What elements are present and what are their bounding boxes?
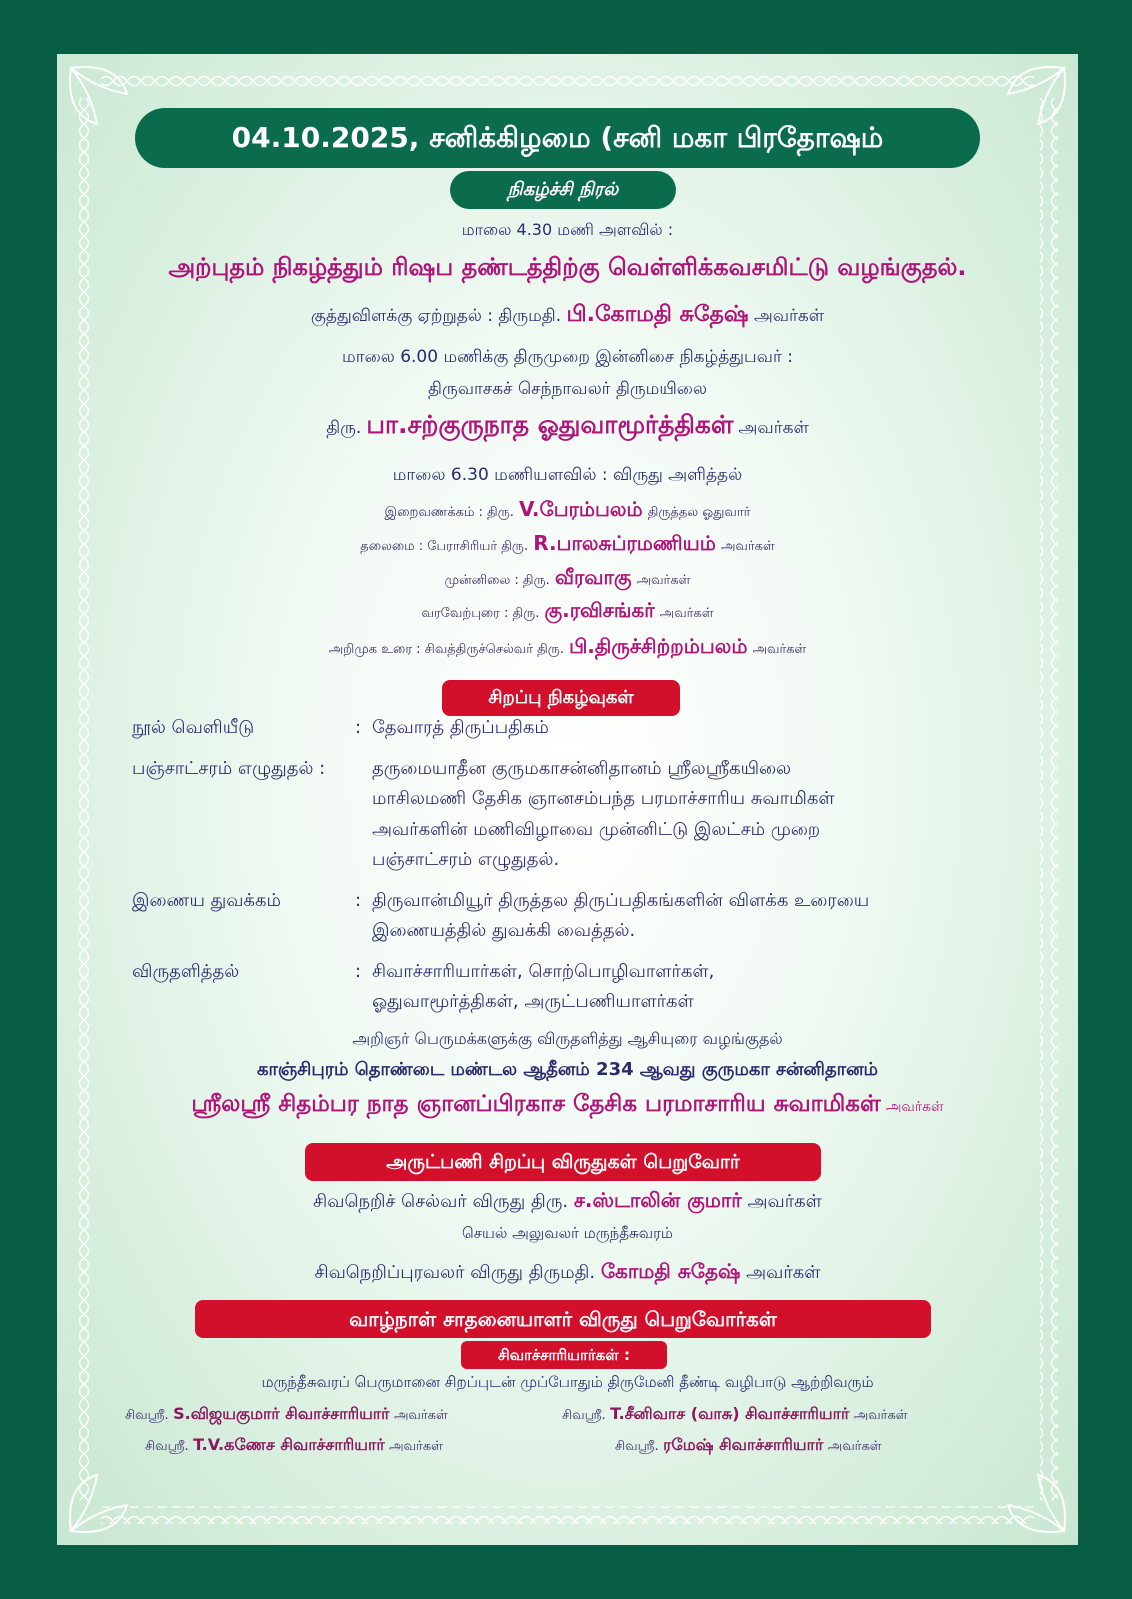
row-name: பி.திருச்சிற்றம்பலம் [569, 634, 748, 658]
row-suffix: அவர்கள் [752, 642, 807, 657]
row-name: கு.ரவிசங்கர் [544, 598, 655, 622]
item-label: நூல் வெளியீடு [132, 717, 255, 738]
award1-line [57, 1188, 1078, 1215]
lamp-prefix: குத்துவிளக்கு ஏற்றுதல் : திருமதி. [310, 306, 562, 326]
session1-time: மாலை 4.30 மணி அளவில் : [461, 220, 674, 239]
lamp-lighting-line [57, 302, 1078, 330]
lifetime-intro: மருந்தீசுவரப் பெருமானை சிறப்புடன் முப்போதும் திருமேனி தீண்டி வழிபாடு ஆற்றிவரும் [261, 1373, 874, 1391]
row-name: வீரவாகு [554, 565, 632, 589]
row-prefix: தலைமை : பேராசிரியர் திரு. [360, 539, 529, 554]
blessing-line2: காஞ்சிபுரம் தொண்டை மண்டல ஆதீனம் 234 ஆவது குருமகா சன்னிதானம் [256, 1059, 879, 1080]
priest-suffix: அவர்கள் [853, 1408, 908, 1423]
lifetime-label: வாழ்நாள் சாதனையாளர் விருது பெறுவோர்கள் [349, 1307, 777, 1331]
priest-entry [145, 1435, 443, 1456]
blessing-name-line [57, 1091, 1078, 1120]
item-line: பஞ்சாட்சரம் எழுதுதல். [372, 849, 560, 870]
session3-row [57, 598, 1078, 625]
priest-suffix: அவர்கள் [827, 1439, 882, 1454]
item-colon: : [355, 961, 362, 982]
award2-line [57, 1259, 1078, 1286]
performer-prefix: திரு. [326, 418, 362, 438]
blessing-suffix: அவர்கள் [885, 1099, 944, 1115]
item-line: அவர்களின் மணிவிழாவை முன்னிட்டு இலட்சம் முறை [372, 819, 821, 840]
session3-row [57, 497, 1078, 524]
session2-performer [57, 410, 1078, 443]
award1-role: செயல் அலுவலர் மருந்தீசுவரம் [462, 1224, 673, 1242]
date-banner [135, 108, 980, 168]
award2-prefix: சிவநெறிப்புரவலர் விருது [314, 1262, 523, 1283]
special-events-badge [442, 680, 680, 716]
priest-suffix: அவர்கள் [393, 1408, 448, 1423]
blessing-line1: அறிஞர் பெருமக்களுக்கு விருதளித்து ஆசியுரை வழங்குதல் [352, 1029, 783, 1048]
priests-label: சிவாச்சாரியார்கள் : [497, 1346, 631, 1364]
session3-row [57, 531, 1078, 558]
item-label: விருதளித்தல் [132, 961, 240, 982]
priest-entry [615, 1435, 882, 1456]
item-label: இணைய துவக்கம் [132, 890, 281, 911]
row-suffix: அவர்கள் [720, 539, 775, 554]
award1-prefix: சிவநெறிச் செல்வர் விருது திரு. [313, 1191, 569, 1212]
award1-suffix: அவர்கள் [747, 1191, 822, 1212]
program-badge [450, 171, 676, 209]
row-name: V.பேரம்பலம் [519, 497, 643, 521]
item-line: தேவாரத் திருப்பதிகம் [372, 717, 549, 738]
priest-name: T.சீனிவாச (வாசு) சிவாச்சாரியார் [610, 1404, 850, 1423]
row-name: R.பாலசுப்ரமணியம் [533, 531, 716, 555]
session3-time: மாலை 6.30 மணியளவில் : விருது அளித்தல் [392, 465, 743, 485]
priest-name: ரமேஷ் சிவாச்சாரியார் [663, 1435, 824, 1454]
priests-badge [461, 1341, 667, 1369]
lifetime-badge [195, 1300, 931, 1338]
row-suffix: திருத்தல ஓதுவார் [647, 505, 751, 520]
priest-entry [562, 1404, 908, 1425]
award2-title: திருமதி. [528, 1262, 596, 1283]
blessing-name: ஸ்ரீலஸ்ரீ சிதம்பர நாத ஞானப்பிரகாச தேசிக பரமாசாரிய சுவாமிகள் [191, 1091, 881, 1117]
item-colon: : [355, 890, 362, 911]
row-prefix: வரவேற்புரை : திரு. [421, 606, 540, 621]
row-suffix: அவர்கள் [636, 573, 691, 588]
item-line: தருமையாதீன குருமகாசன்னிதானம் ஸ்ரீலஸ்ரீகயிலை [372, 758, 792, 779]
priest-name: S.விஜயகுமார் சிவாச்சாரியார் [173, 1404, 390, 1423]
item-line: இணையத்தில் துவக்கி வைத்தல். [372, 920, 636, 941]
invitation-card [57, 54, 1078, 1545]
award1-name: ச.ஸ்டாலின் குமார் [573, 1188, 742, 1212]
performer-suffix: அவர்கள் [738, 418, 809, 438]
priest-prefix: சிவஸ்ரீ. [145, 1439, 189, 1454]
item-line: ஓதுவாமூர்த்திகள், அருட்பணியாளர்கள் [372, 991, 694, 1012]
priest-prefix: சிவஸ்ரீ. [125, 1408, 169, 1423]
session2-line1: மாலை 6.00 மணிக்கு திருமுறை இன்னிசை நிகழ்த்துபவர் : [342, 347, 793, 367]
session3-row [57, 634, 1078, 661]
item-colon: : [355, 717, 362, 738]
special-events-label: சிறப்பு நிகழ்வுகள் [488, 687, 634, 708]
row-prefix: இறைவணக்கம் : திரு. [384, 505, 514, 520]
item-line: மாசிலமணி தேசிக ஞானசம்பந்த பரமாச்சாரிய சுவாமிகள் [372, 788, 835, 809]
priest-entry [125, 1404, 448, 1425]
awards-label: அருட்பணி சிறப்பு விருதுகள் பெறுவோர் [386, 1151, 740, 1173]
priest-prefix: சிவஸ்ரீ. [562, 1408, 606, 1423]
lamp-suffix: அவர்கள் [753, 306, 825, 326]
row-suffix: அவர்கள் [659, 606, 714, 621]
performer-name: பா.சற்குருநாத ஓதுவாமூர்த்திகள் [366, 410, 734, 439]
row-prefix: முன்னிலை : திரு. [444, 573, 550, 588]
date-line: 04.10.2025, சனிக்கிழமை (சனி மகா பிரதோஷம் [231, 121, 884, 154]
awards-badge [305, 1143, 821, 1181]
program-badge-label: நிகழ்ச்சி நிரல் [507, 179, 619, 200]
session2-line2: திருவாசகச் செந்நாவலர் திருமயிலை [428, 379, 707, 399]
row-prefix: அறிமுக உரை : சிவத்திருச்செல்வர் திரு. [328, 642, 564, 657]
priest-prefix: சிவஸ்ரீ. [615, 1439, 659, 1454]
priest-name: T.V.கணேச சிவாச்சாரியார் [193, 1435, 385, 1454]
award2-suffix: அவர்கள் [746, 1262, 821, 1283]
item-line: திருவான்மியூர் திருத்தல திருப்பதிகங்களின் விளக்க உரையை [372, 890, 870, 911]
item-label: பஞ்சாட்சரம் எழுதுதல் : [132, 758, 326, 779]
lamp-name: பி.கோமதி சுதேஷ் [566, 302, 749, 327]
priest-suffix: அவர்கள் [389, 1439, 443, 1454]
session3-row [57, 565, 1078, 592]
session1-title: அற்புதம் நிகழ்த்தும் ரிஷப தண்டத்திற்கு வெள்ளிக்கவசமிட்டு வழங்குதல். [168, 253, 967, 281]
award2-name: கோமதி சுதேஷ் [600, 1259, 741, 1283]
item-line: சிவாச்சாரியார்கள், சொற்பொழிவாளர்கள், [372, 961, 715, 982]
